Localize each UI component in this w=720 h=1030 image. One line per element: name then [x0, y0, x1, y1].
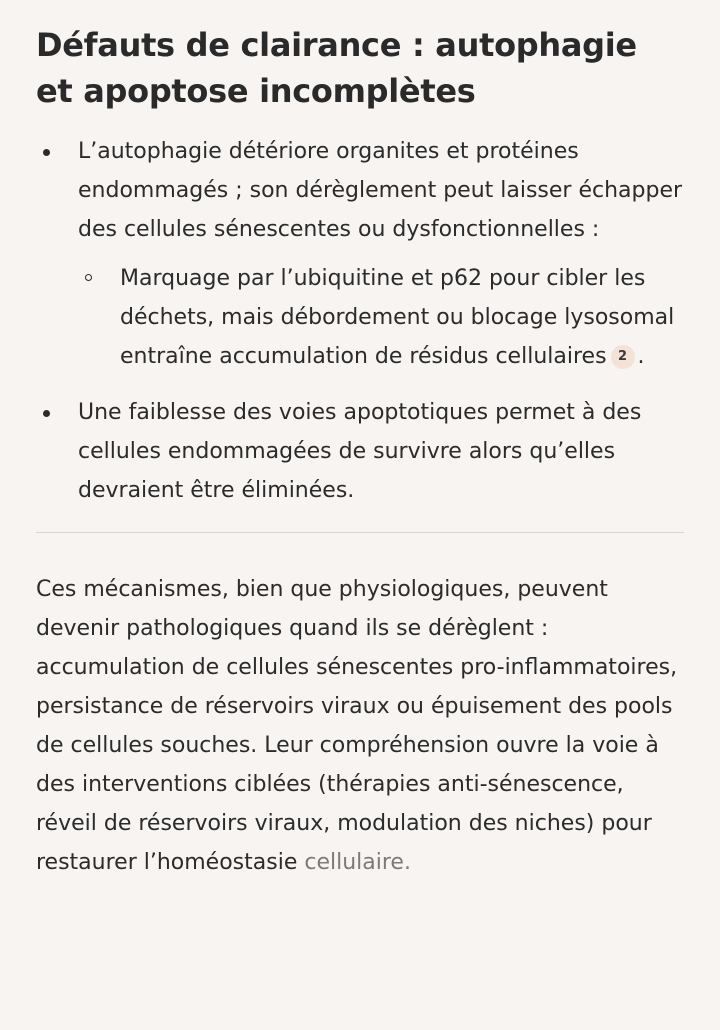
conclusion-faded-tail: cellulaire.	[304, 850, 411, 875]
section-divider	[36, 532, 684, 533]
bullet-text: L’autophagie détériore organites et protéines endommagés ; son dérèglement peut laisser échapper des cellules sénescentes ou dysfonctionnelles :	[78, 139, 683, 242]
conclusion-paragraph	[36, 570, 684, 882]
bullet-list	[36, 132, 684, 510]
bullet-item-autophagy	[36, 132, 684, 376]
bullet-text: Une faiblesse des voies apoptotiques permet à des cellules endommagées de survivre alors qu’elles devraient être éliminées.	[78, 400, 642, 503]
bullet-item-apoptosis	[36, 393, 684, 510]
bullet-dot-icon	[43, 149, 50, 156]
sub-bullet-list	[78, 259, 684, 376]
citation-badge[interactable]: 2	[611, 345, 635, 369]
sub-bullet-punct: .	[637, 344, 645, 369]
hollow-bullet-icon	[85, 274, 92, 281]
conclusion-text: Ces mécanismes, bien que physiologiques, peuvent devenir pathologiques quand ils se dérèglent : accumulation de cellules sénescentes pro-inflammatoires, persistance de réservoirs viraux ou épuisement des pools de cellules souches. Leur compréhension ouvre la voie à des interventions ciblées (thérapies anti-sénescence, réveil de réservoirs viraux, modulation des niches) pour restaurer l’homéostasie	[36, 577, 678, 875]
bullet-dot-icon	[43, 410, 50, 417]
section-heading: Défauts de clairance : autophagie et apoptose incomplètes	[36, 26, 637, 110]
sub-bullet-text: Marquage par l’ubiquitine et p62 pour cibler les déchets, mais débordement ou blocage lysosomal entraîne accumulation de résidus cellulaires	[120, 266, 675, 369]
sub-bullet-item-ubiquitin	[78, 259, 684, 376]
